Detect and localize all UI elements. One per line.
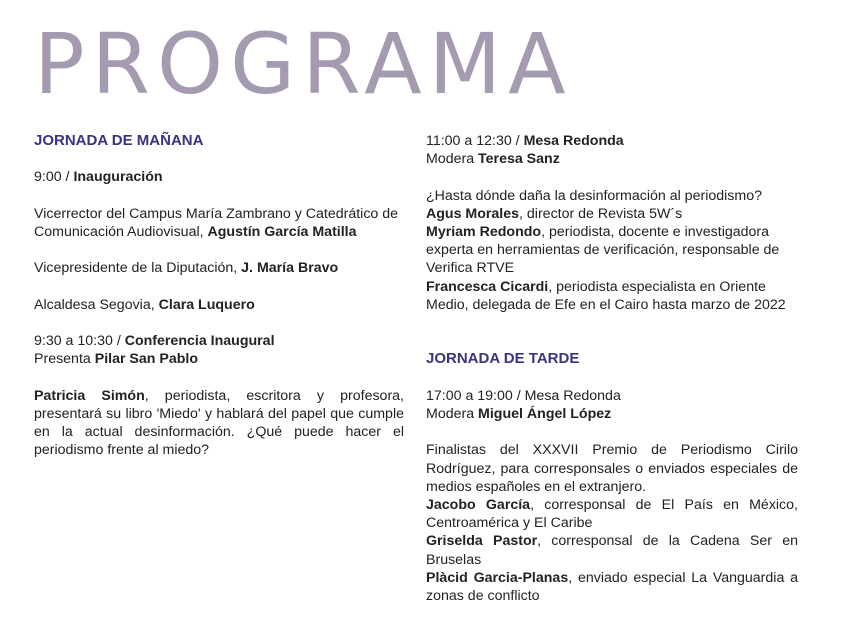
afternoon-time: 17:00 a 19:00 / Mesa Redonda: [426, 387, 621, 404]
vice-president-text: Vicepresidente de la Diputación,: [34, 260, 242, 277]
opening-entry: [34, 168, 404, 186]
opening-label: Inauguración: [73, 169, 163, 186]
vice-president-name: J. María Bravo: [241, 260, 339, 277]
panelist-1-name: Agus Morales: [426, 205, 520, 222]
roundtable-label: Mesa Redonda: [523, 133, 624, 149]
presenter-entry: [34, 350, 404, 368]
opening-time: 9:00 /: [34, 169, 74, 186]
vice-rector-name: Agustín García Matilla: [207, 223, 357, 240]
speaker-text: , periodista, escritora y profesora, presentará su libro 'Miedo' y hablará del papel que cumple en la actual desinformación. ¿Qué puede hacer el periodismo frente al miedo?: [34, 387, 405, 459]
conference-time: 9:30 a 10:30 /: [34, 333, 125, 350]
finalist-3: [426, 569, 798, 605]
panelist-2-text: , periodista, docente e investigadora experta en herramientas de verificación, responsable de Verifica RTVE: [426, 224, 780, 277]
speaker-entry: [34, 387, 404, 460]
panelist-2: [426, 223, 798, 278]
presenter-text: Presenta: [34, 351, 95, 368]
mayor-name: Clara Luquero: [158, 296, 255, 313]
section-heading-afternoon: JORNADA DE TARDE: [426, 350, 580, 368]
roundtable-moderator: [426, 150, 798, 168]
vice-president-entry: [34, 259, 404, 277]
finalist-2: [426, 532, 798, 568]
panelist-1: [426, 205, 798, 223]
morning-column: [34, 132, 404, 460]
afternoon-moderator: [426, 405, 798, 423]
roundtable-moderator-name: Teresa Sanz: [478, 151, 560, 168]
section-heading-morning: JORNADA DE MAÑANA: [34, 132, 204, 149]
panelist-3: [426, 278, 798, 314]
panelist-1-text: , director de Revista 5W´s: [519, 205, 683, 222]
finalist-1-text: , corresponsal de El País en México, Centroamérica y El Caribe: [426, 496, 798, 532]
right-column: [426, 132, 798, 605]
vice-rector-text: Vicerrector del Campus María Zambrano y Catedrático de Comunicación Audiovisual,: [34, 205, 399, 240]
panelist-2-name: Myriam Redondo: [426, 224, 542, 240]
conference-entry: [34, 332, 404, 350]
afternoon-moderator-text: Modera: [426, 405, 479, 422]
presenter-name: Pilar San Pablo: [94, 351, 199, 368]
finalist-2-text: , corresponsal de la Cadena Ser en Bruselas: [426, 533, 798, 568]
panelist-3-name: Francesca Cicardi: [426, 278, 549, 295]
speaker-name: Patricia Simón: [34, 387, 145, 404]
finalist-1: [426, 496, 798, 532]
finalists-intro: Finalistas del XXXVII Premio de Periodismo Cirilo Rodríguez, para corresponsales o enviados especiales de medios españoles en el extranjero.: [426, 442, 798, 495]
mayor-text: Alcaldesa Segovia,: [34, 296, 159, 313]
afternoon-moderator-name: Miguel Ángel López: [478, 405, 612, 422]
finalist-2-name: Griselda Pastor: [426, 533, 538, 550]
page-title: PROGRAMA: [34, 15, 573, 113]
roundtable-question: ¿Hasta dónde daña la desinformación al periodismo?: [426, 187, 762, 204]
roundtable-entry: [426, 132, 798, 150]
vice-rector-entry: [34, 205, 404, 241]
roundtable-time: 11:00 a 12:30 /: [426, 133, 524, 149]
mayor-entry: [34, 296, 404, 314]
panelist-3-text: , periodista especialista en Oriente Medio, delegada de Efe en el Cairo hasta marzo de 2022: [426, 278, 786, 313]
finalist-3-name: Plàcid Garcia-Planas: [426, 569, 569, 586]
finalist-1-name: Jacobo García: [426, 496, 531, 513]
finalist-3-text: , enviado especial La Vanguardia a zonas de conflicto: [426, 569, 799, 604]
roundtable-moderator-text: Modera: [426, 151, 479, 168]
conference-label: Conferencia Inaugural: [124, 333, 275, 350]
